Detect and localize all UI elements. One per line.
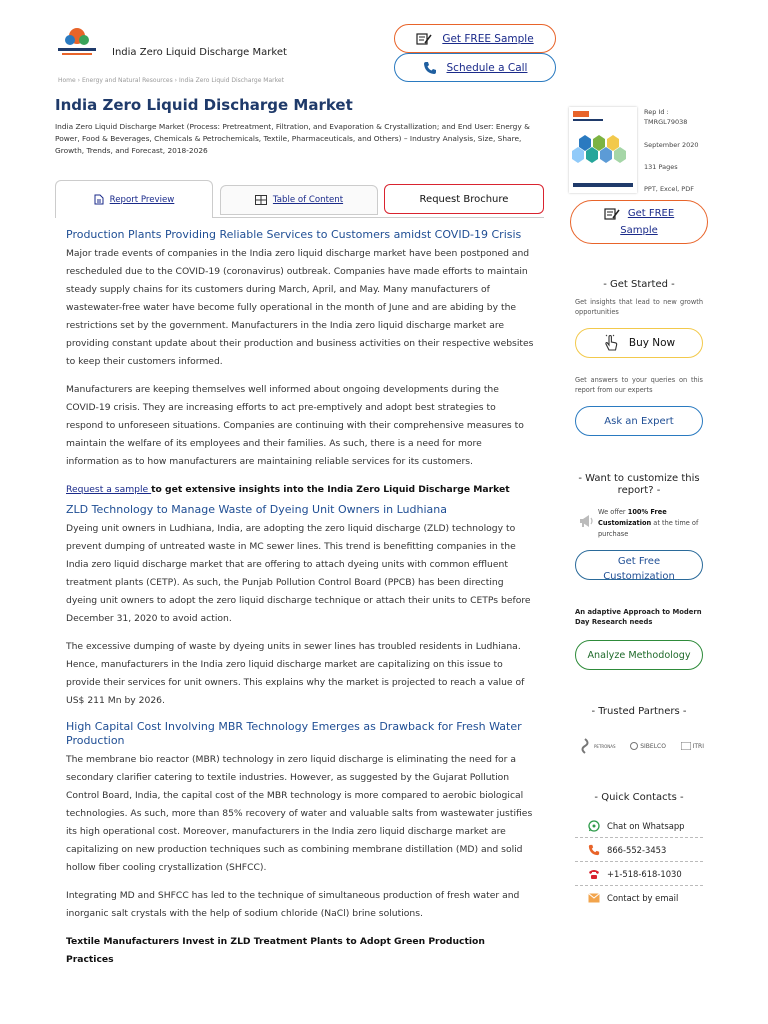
section-heading-ludhiana: ZLD Technology to Manage Waste of Dyeing Unit Owners in Ludhiana [66,503,447,516]
report-date: September 2020 [644,141,699,149]
custom-line1: Get Free [617,556,661,567]
request-brochure-label: Request Brochure [419,193,509,205]
breadcrumb-current: India Zero Liquid Discharge Market [178,77,284,84]
paragraph-4: The excessive dumping of waste by dyeing units in sewer lines has troubled residents in Ludhiana. Hence, manufacturers in the India zero liquid discharge market are capitalizing on this issue to provide their services for unit owners. This explains why the market is projected to reach a value of US$ 211 Mn by 2026. [66,641,525,706]
tab-divider [213,217,544,218]
partner-logos [578,732,704,760]
paragraph-3: Dyeing unit owners in Ludhiana, India, are adopting the zero liquid discharge (ZLD) technology to prevent dumping of untreated waste in MC sewer lines. This trend is benefitting companies in the India zero liquid discharge market that are offering to attach dyeing units with common effluent treatment plants (CETP). As such, the Punjab Pollution Control Board (PPCB) has been directing dyeing unit owners to adopt the zero liquid discharge technique or attach their units to CETPs before December 31, 2020 to avoid action. [66,523,531,624]
contact-phone-2-label: +1-518-618-1030 [607,868,682,879]
section-heading-mbr: High Capital Cost Involving MBR Technology Emerges as Drawback for Fresh Water Production [66,720,522,747]
rep-id-label: Rep Id : [644,108,669,116]
section-heading-textile: Textile Manufacturers Invest in ZLD Treatment Plants to Adopt Green Production Practices [66,936,485,965]
phone-icon [585,844,603,856]
partner-name-petronas: PETRONAS [594,743,616,749]
tab-table-of-content[interactable] [220,185,378,215]
brand-logo[interactable] [52,26,102,62]
get-started-text: Get insights that lead to new growth opportunities [575,298,703,316]
get-started-heading: - Get Started - [603,279,675,290]
page-title: India Zero Liquid Discharge Market [55,96,353,114]
table-icon [255,195,267,205]
phone-icon [423,61,437,75]
contact-whatsapp-label: Chat on Whatsapp [607,820,685,831]
tab-report-preview[interactable] [55,180,213,218]
partner-name-itri: ITRI [692,742,704,750]
whatsapp-icon [585,820,603,832]
contact-phone-1-label: 866-552-3453 [607,844,667,855]
contact-email[interactable] [575,886,703,910]
answers-text: Get answers to your queries on this report from our experts [575,376,703,394]
trusted-partners-heading: - Trusted Partners - [591,706,687,717]
report-formats: PPT, Excel, PDF [644,185,694,193]
contact-phone-2[interactable] [575,862,703,886]
request-sample-link[interactable]: Request a sample [66,484,152,495]
get-free-customization-button[interactable] [575,550,703,580]
analyze-methodology-button[interactable] [575,640,703,670]
schedule-call-label: Schedule a Call [446,61,528,74]
megaphone-icon [578,513,594,533]
page-subtitle: India Zero Liquid Discharge Market (Process: Pretreatment, Filtration, and Evaporation & Crystallization; and End User: Energy & Power, Food & Beverages, Chemicals & Petrochemicals, Textile, Pharmaceuticals, and Others) – Industry Analysis, Size, Share, Growth, Trends, and Forecast, 2018-2026 [55,122,530,155]
paragraph-5: The membrane bio reactor (MBR) technology in zero liquid discharge is eliminating the need for a secondary clarifier catering to textile industries. However, as suggested by the Gujarat Pollution Control Board, India, the capital cost of the MBR technology is more compared to aerobic biological technologies. As such, more than 85% recovery of water and valuable salts from wastewater justifies its high operational cost. Moreover, manufacturers in the India zero liquid discharge market are capitalizing on new production techniques such as combining membrane distillation (MD) and solid hollow fiber cooling crystallization (SHFCC). [66,754,533,873]
telephone-icon [585,868,603,880]
get-free-sample-button[interactable] [394,24,556,53]
document-icon [94,194,104,205]
edit-icon [604,207,620,221]
partner-name-sibelco: SIBELCO [640,742,666,750]
get-free-sample-label: Get FREE Sample [442,32,534,45]
contact-email-label: Contact by email [607,893,679,903]
request-sample-line [66,481,534,499]
breadcrumb-category[interactable]: Energy and Natural Resources [81,77,173,84]
buy-now-button[interactable] [575,328,703,358]
sidebar-free-sample-line1: Get FREE [627,208,675,219]
contact-phone-1[interactable] [575,838,703,862]
sidebar-free-sample-line2: Sample [620,225,658,236]
approach-text: An adaptive Approach to Modern Day Research needs [575,608,702,626]
tab-report-preview-label: Report Preview [109,194,175,205]
breadcrumb: Home › Energy and Natural Resources › India Zero Liquid Discharge Market [58,77,284,84]
report-pages: 131 Pages [644,163,678,171]
partner-logo-petronas [578,738,616,754]
header-title: India Zero Liquid Discharge Market [112,47,287,58]
offer-suffix: at the time of purchase [598,519,699,538]
offer-prefix: We offer [598,508,628,516]
partner-logo-sibelco [630,742,666,750]
paragraph-6: Integrating MD and SHFCC has led to the technique of simultaneous production of fresh water and inorganic salt crystals with the help of sodium chloride (NaCl) brine solutions. [66,890,520,919]
quick-contacts-heading: - Quick Contacts - [594,792,684,803]
analyze-methodology-label: Analyze Methodology [587,649,691,661]
rep-id-value: TMRGL79038 [644,118,688,126]
request-sample-text: to get extensive insights into the India Zero Liquid Discharge Market [151,484,510,495]
ask-expert-button[interactable] [575,406,703,436]
customization-offer [598,507,704,540]
custom-line2: Customization [603,571,675,580]
email-icon [585,893,603,903]
contact-whatsapp[interactable] [575,814,703,838]
ask-expert-label: Ask an Expert [604,415,674,427]
section-heading-covid: Production Plants Providing Reliable Services to Customers amidst COVID-19 Crisis [66,228,522,241]
hand-pointer-icon [603,334,619,352]
paragraph-1: Major trade events of companies in the India zero liquid discharge market have been postponed and rescheduled due to the COVID-19 (coronavirus) outbreak. Companies have made efforts to maintain steady supply chains for its customers during March, April, and May. Many manufacturers of wastewater-free water have become fully operational in the month of June and are abiding by the restrictions set by the government. Manufacturers in the India zero liquid discharge market are providing constant update about their production and business activities on their respective websites to keep their customers informed. [66,248,534,367]
offer-bold: 100% Free Customization [598,508,667,527]
tab-table-of-content-label: Table of Content [272,195,344,205]
breadcrumb-home[interactable]: Home [58,77,76,84]
partner-logo-itri [681,742,704,750]
request-brochure-button[interactable] [384,184,544,214]
schedule-call-button[interactable] [394,53,556,82]
report-cover-image [569,107,637,193]
edit-icon [416,32,432,46]
sidebar-get-free-sample-button[interactable] [570,200,708,244]
buy-now-label: Buy Now [628,337,676,349]
report-preview-content [66,226,534,969]
customize-heading: - Want to customize this report? - [578,473,700,496]
paragraph-2: Manufacturers are keeping themselves well informed about ongoing developments during the COVID-19 crisis. They are increasing efforts to act pre-emptively and adopt best strategies to respond to unforeseen situations. Companies are continuing with their comprehensive measures to maintain the welfare of its employees and their families. As such, there is a need for more information as to how manufacturers are maintaining reliable services for its customers. [66,384,524,467]
